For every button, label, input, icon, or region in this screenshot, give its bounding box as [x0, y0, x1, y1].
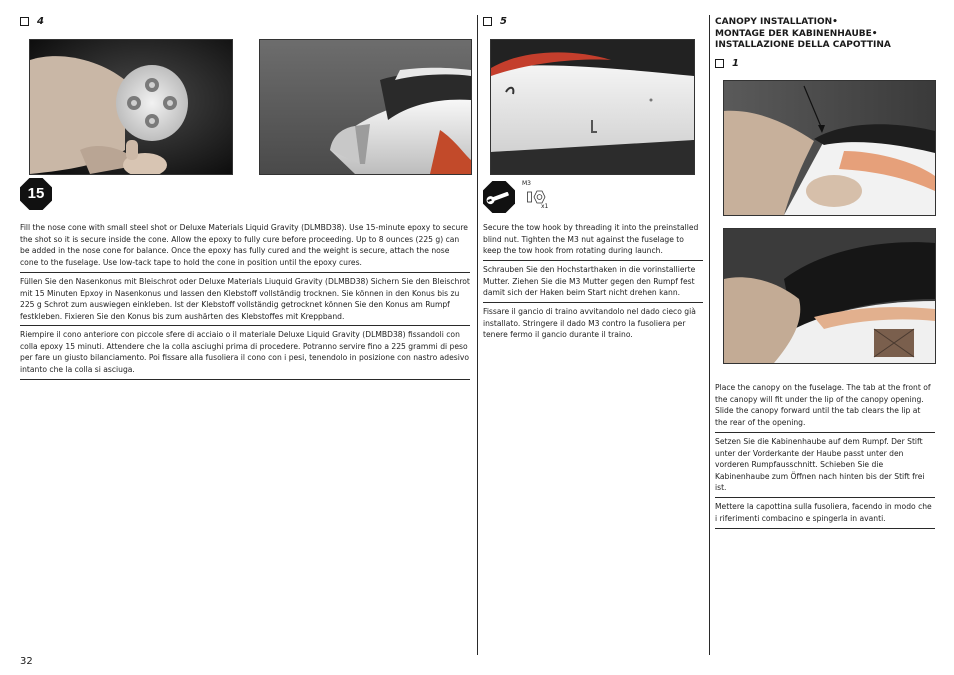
step-number: 1 [732, 58, 739, 69]
step-badge [20, 178, 52, 210]
step-4-text-it: Riempire il cono anteriore con piccole sfere di acciaio o il materiale Deluxe Liquid Gravity (DLMBD38) fissandoli con colla epoxy 15 minuti. Attendere che la colla asciughi prima di procedere. Potranno servire fino a 225 grammi di peso per fare un giusto bilanciamento. Poi fissare alla fusoliera il cono con i pesi, tenendolo in posizione con nastro adesivo intanto che la colla si asciuga. [20, 330, 469, 374]
divider [715, 497, 935, 498]
divider [20, 379, 470, 380]
hardware-quantity: x1 [541, 203, 549, 210]
canopy-text-de: Setzen Sie die Kabinenhaube auf dem Rumpf. Der Stift unter der Vorderkante der Haube passt unter den vorderen Rumpfausschnitt. Schieben Sie die Kabinenhaube zum Öffnen nach hinten bis der Stift frei ist. [715, 437, 925, 493]
column-separator [477, 15, 478, 655]
divider [483, 302, 703, 303]
divider [20, 272, 470, 273]
step-4-text-de: Füllen Sie den Nasenkonus mit Bleischrot oder Deluxe Materials Liuquid Gravity (DLMBD38) Sichern Sie den Bleischrot mit 15 Minuten Epxoy in Nasenkonus und lassen den Klebstoff vollständig trocknen. Sie können in den Konus bis zu 225 g Schrot zum auswiegen einkleben. Ist der Klebstoff vollständig getrocknet können Sie den Konus am Rumpf festkleben. Fixieren Sie den Konus bis zum aushärten des Klebstoffes mit Kreppband. [20, 277, 470, 321]
step-number: 4 [37, 16, 44, 27]
column-separator [709, 15, 710, 655]
wrench-icon [483, 181, 515, 213]
hardware-size-label: M3 [522, 180, 531, 187]
divider [715, 528, 935, 529]
section-title-de: MONTAGE DER KABINENHAUBE• [715, 28, 878, 39]
wrench-tool-badge [483, 181, 515, 213]
step-4-heading [20, 16, 44, 27]
badge-number: 15 [27, 185, 45, 202]
tow-hook-photo [490, 39, 695, 175]
nut-hardware-illustration [527, 189, 547, 203]
nose-cone-attached-photo [259, 39, 472, 175]
canopy-text-en: Place the canopy on the fuselage. The tab at the front of the canopy will fit under the lip of the canopy opening. Slide the canopy forward until the tab clears the lip at the rear of the opening. [715, 383, 931, 427]
section-title-en: CANOPY INSTALLATION• [715, 17, 838, 27]
checkbox-icon[interactable] [20, 17, 29, 26]
step-number: 5 [500, 16, 507, 27]
canopy-text-it: Mettere la capottina sulla fusoliera, facendo in modo che i riferimenti combacino e spingerla in avanti. [715, 502, 932, 523]
step-5-text-it: Fissare il gancio di traino avvitandolo nel dado cieco già installato. Stringere il dado M3 contro la fusoliera per tenere fermo il gancio durante il traino. [483, 307, 696, 340]
nut-icon [527, 190, 547, 204]
checkbox-icon[interactable] [483, 17, 492, 26]
step-5-heading [483, 16, 507, 27]
nose-cone-weight-photo [29, 39, 233, 175]
step-5-text-de: Schrauben Sie den Hochstarthaken in die vorinstallierte Mutter. Ziehen Sie die M3 Mutter gegen den Rumpf fest damit sich der Haken beim Start nicht drehen kann. [483, 265, 696, 298]
step-1-heading [715, 58, 739, 69]
section-title-it: INSTALLAZIONE DELLA CAPOTTINA [715, 40, 891, 50]
canopy-placement-photo [723, 80, 936, 216]
page-number: 32 [20, 656, 33, 667]
divider [483, 260, 703, 261]
section-title [715, 17, 940, 52]
canopy-slide-photo [723, 228, 936, 364]
divider [20, 325, 470, 326]
step-4-text-en: Fill the nose cone with small steel shot or Deluxe Materials Liquid Gravity (DLMBD38). Use 15-minute epoxy to secure the shot so it is secure inside the cone. Allow the epoxy to fully cure before proceeding. Up to 8 ounces (225 g) can be added in the nose cone for balance. Once the epoxy has fully cured and the weight is secure, attach the nose cone to the fuselage. Use low-tack tape to hold the cone in position until the epoxy cures. [20, 223, 468, 267]
checkbox-icon[interactable] [715, 59, 724, 68]
step-5-text-en: Secure the tow hook by threading it into the preinstalled blind nut. Tighten the M3 nut against the fuselage to keep the tow hook from rotating during launch. [483, 223, 699, 256]
divider [715, 432, 935, 433]
